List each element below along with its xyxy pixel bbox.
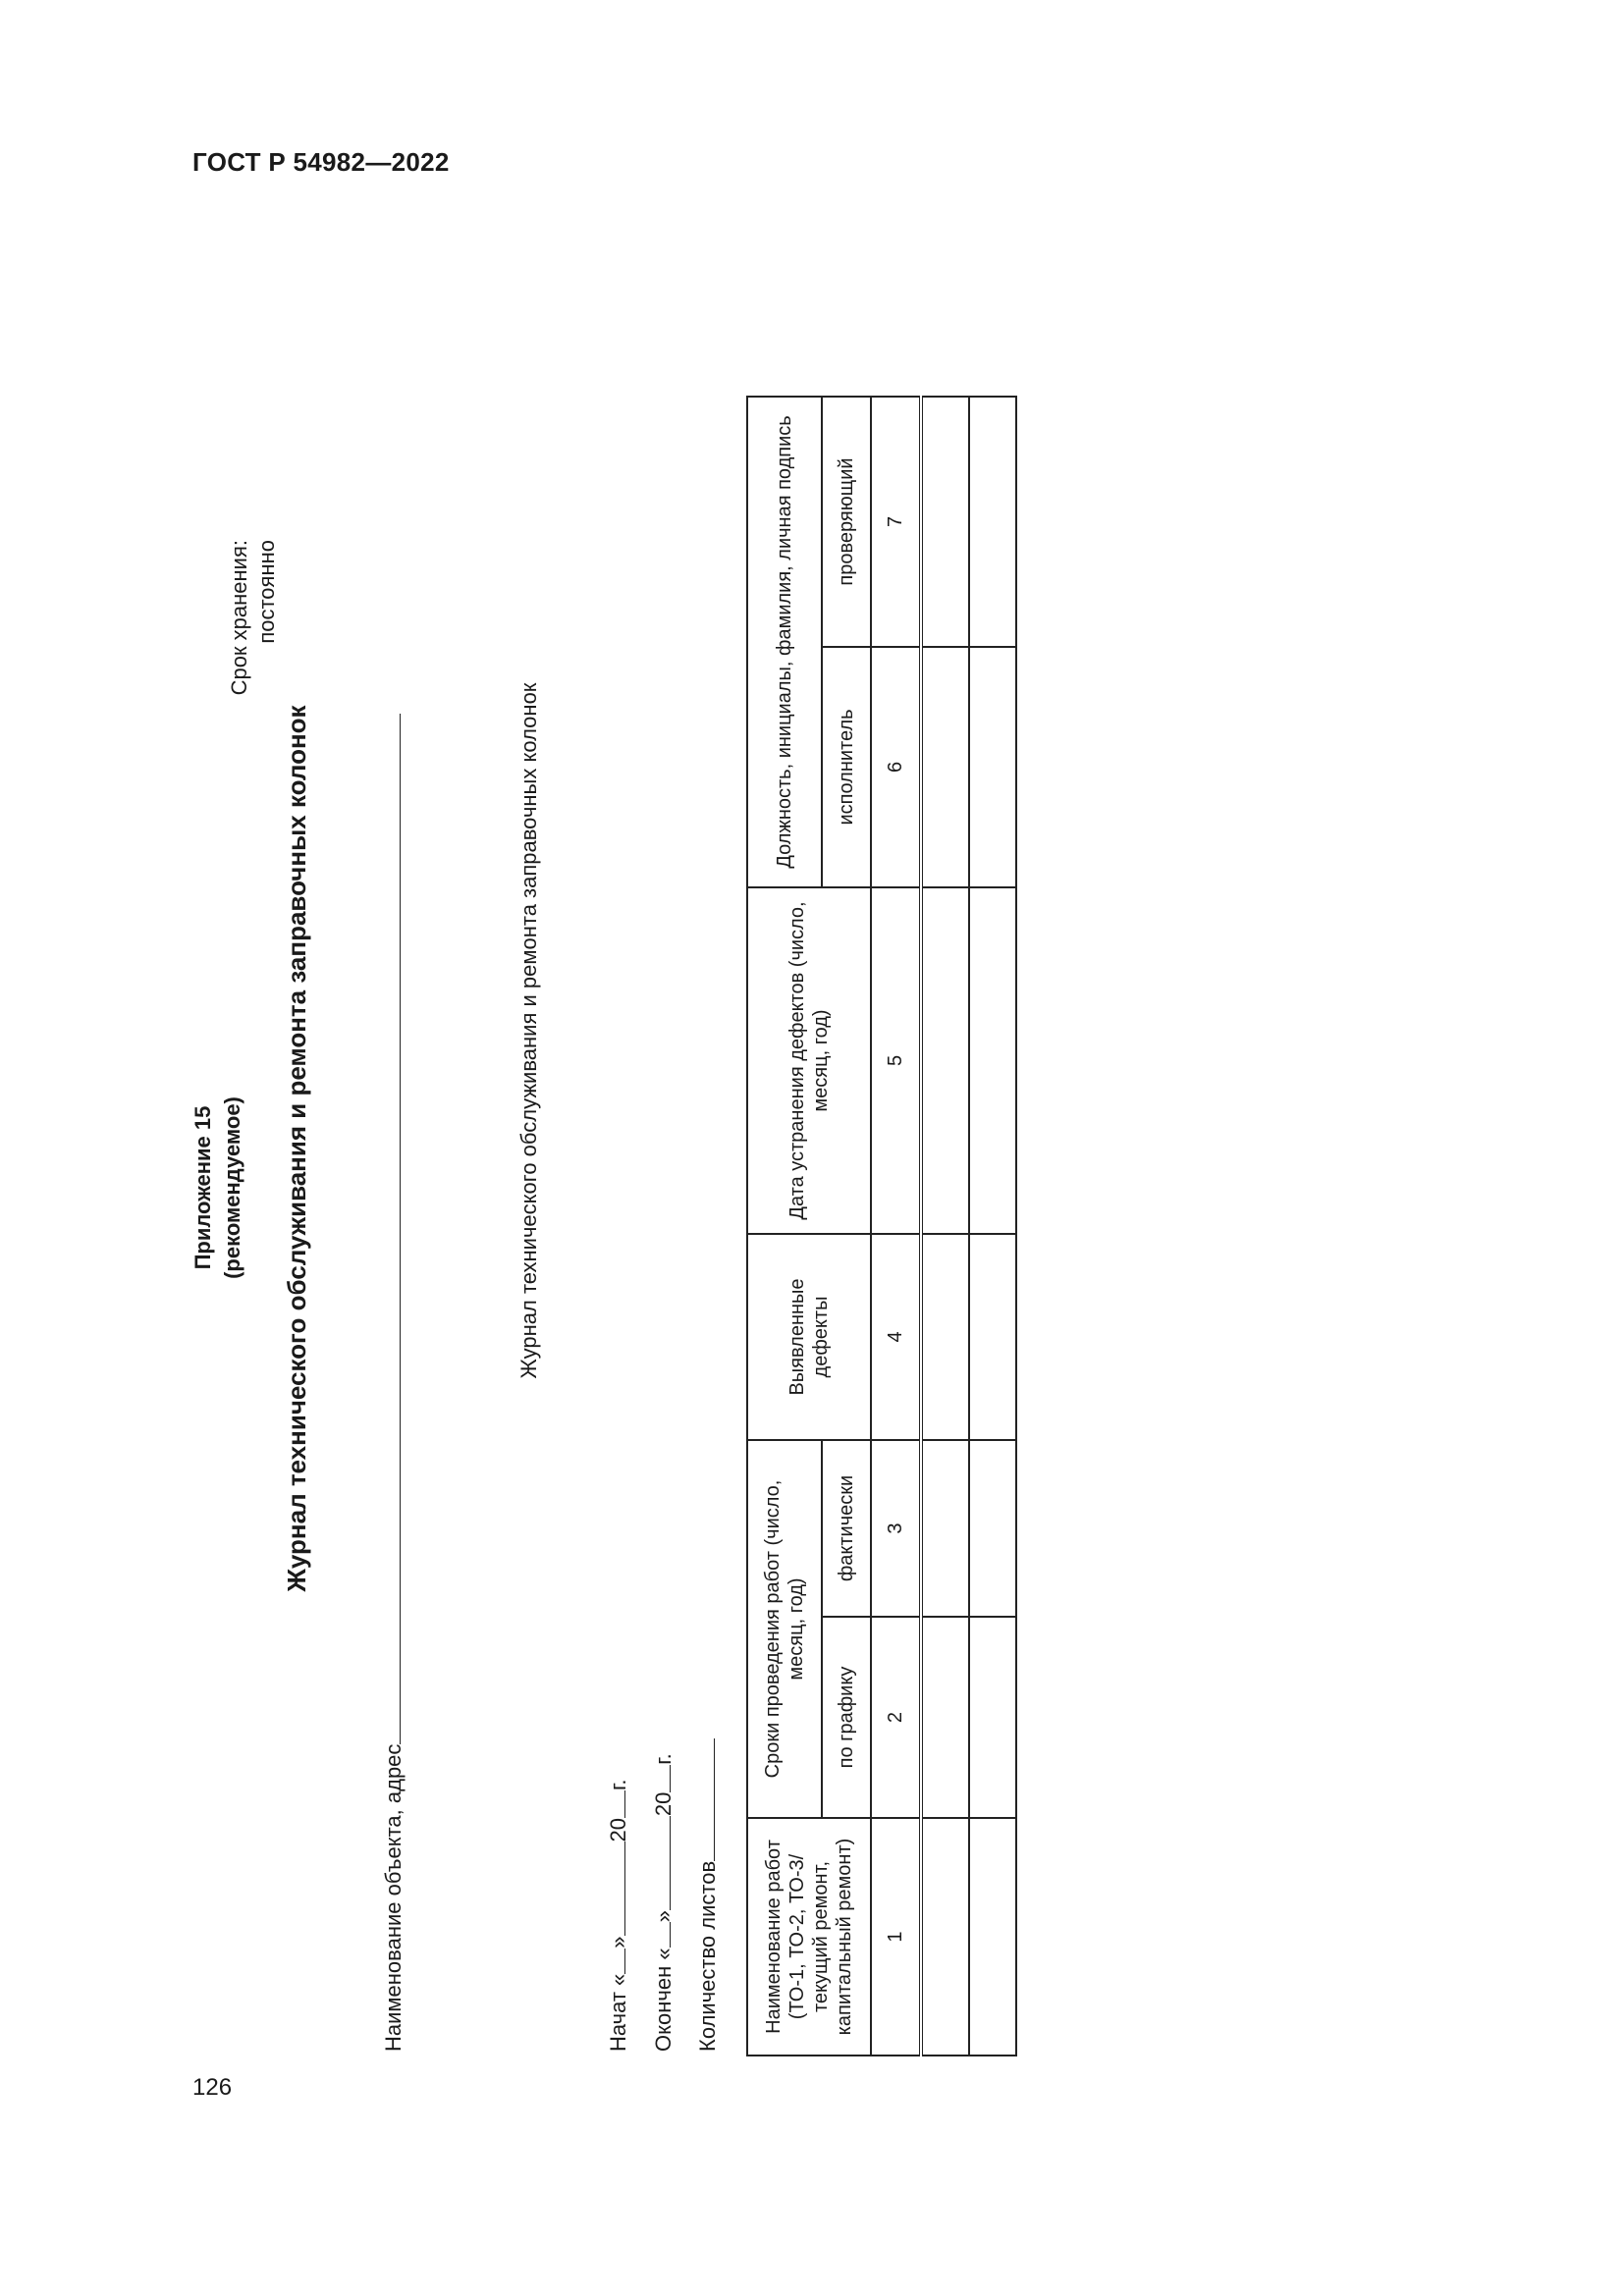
started-line bbox=[603, 1780, 631, 2052]
table-cell[interactable] bbox=[921, 887, 969, 1234]
ended-month-field[interactable] bbox=[648, 1816, 671, 1910]
started-label: Начат « bbox=[606, 1973, 630, 2052]
col-number: 7 bbox=[871, 397, 921, 647]
table-cell[interactable] bbox=[969, 1617, 1016, 1818]
standard-header: ГОСТ Р 54982—2022 bbox=[192, 147, 450, 177]
table-cell[interactable] bbox=[921, 1440, 969, 1617]
object-address-field[interactable] bbox=[378, 714, 401, 1744]
table-cell[interactable] bbox=[969, 397, 1016, 647]
ended-line bbox=[648, 1753, 677, 2052]
table-cell[interactable] bbox=[969, 1818, 1016, 2056]
ended-year-field[interactable] bbox=[648, 1765, 671, 1792]
col5-header: Дата устранения дефектов (число, месяц, год) bbox=[747, 887, 871, 1234]
journal-table bbox=[746, 396, 1017, 2056]
table-header-row bbox=[747, 397, 822, 2056]
started-quote-close: » bbox=[606, 1936, 630, 1949]
table-cell[interactable] bbox=[921, 1818, 969, 2056]
storage-label: Срок хранения: bbox=[227, 540, 251, 696]
table-cell[interactable] bbox=[921, 1234, 969, 1440]
sheets-line bbox=[692, 1738, 721, 2052]
ended-day-field[interactable] bbox=[648, 1922, 671, 1948]
col-number: 3 bbox=[871, 1440, 921, 1617]
col23-header: Сроки проведения работ (число, месяц, год) bbox=[747, 1440, 822, 1818]
table-cell[interactable] bbox=[969, 1440, 1016, 1617]
ended-year-prefix: 20 bbox=[651, 1791, 676, 1817]
table-cell[interactable] bbox=[969, 647, 1016, 887]
col3-subheader: фактически bbox=[822, 1440, 871, 1617]
col6-subheader: исполнитель bbox=[822, 647, 871, 887]
started-year-field[interactable] bbox=[603, 1790, 625, 1818]
table-number-row bbox=[871, 397, 921, 2056]
sheets-label: Количество листов bbox=[695, 1860, 720, 2052]
col-number: 4 bbox=[871, 1234, 921, 1440]
table-cell[interactable] bbox=[921, 397, 969, 647]
col2-subheader: по графику bbox=[822, 1617, 871, 1818]
sheets-count-field[interactable] bbox=[692, 1738, 715, 1861]
table-cell[interactable] bbox=[921, 1617, 969, 1818]
col-number: 1 bbox=[871, 1818, 921, 2056]
appendix-type: (рекомендуемое) bbox=[220, 1096, 244, 1279]
started-month-field[interactable] bbox=[603, 1842, 625, 1936]
storage-value: постоянно bbox=[254, 540, 279, 644]
col-number: 6 bbox=[871, 647, 921, 887]
object-label: Наименование объекта, адрес bbox=[381, 1743, 406, 2052]
col67-header: Должность, инициалы, фамилия, личная подпись bbox=[747, 397, 822, 887]
ended-quote-close: » bbox=[651, 1910, 676, 1923]
col7-subheader: проверяющий bbox=[822, 397, 871, 647]
ended-year-suffix: г. bbox=[651, 1753, 676, 1765]
table-row bbox=[969, 397, 1016, 2056]
sub-title: Журнал технического обслуживания и ремонта заправочных колонок bbox=[516, 682, 541, 1379]
table-cell[interactable] bbox=[921, 647, 969, 887]
table-cell[interactable] bbox=[969, 887, 1016, 1234]
main-title: Журнал технического обслуживания и ремонта заправочных колонок bbox=[282, 705, 311, 1592]
table-row bbox=[921, 397, 969, 2056]
appendix-title: Приложение 15 bbox=[190, 1105, 215, 1270]
appendix-heading bbox=[189, 913, 247, 1463]
started-year-prefix: 20 bbox=[606, 1817, 630, 1842]
storage-period bbox=[226, 540, 281, 697]
object-address-line bbox=[378, 714, 406, 2052]
col1-header: Наименование работ (ТО-1, ТО-2, ТО-3/текущий ремонт, капитальный ремонт) bbox=[747, 1818, 871, 2056]
page-number: 126 bbox=[192, 2074, 233, 2101]
col4-header: Выявленные дефекты bbox=[747, 1234, 871, 1440]
started-year-suffix: г. bbox=[606, 1779, 630, 1790]
table-cell[interactable] bbox=[969, 1234, 1016, 1440]
col-number: 2 bbox=[871, 1617, 921, 1818]
started-day-field[interactable] bbox=[603, 1949, 625, 1974]
col-number: 5 bbox=[871, 887, 921, 1234]
ended-label: Окончен « bbox=[651, 1948, 676, 2052]
rotated-page-content bbox=[167, 415, 1090, 2110]
